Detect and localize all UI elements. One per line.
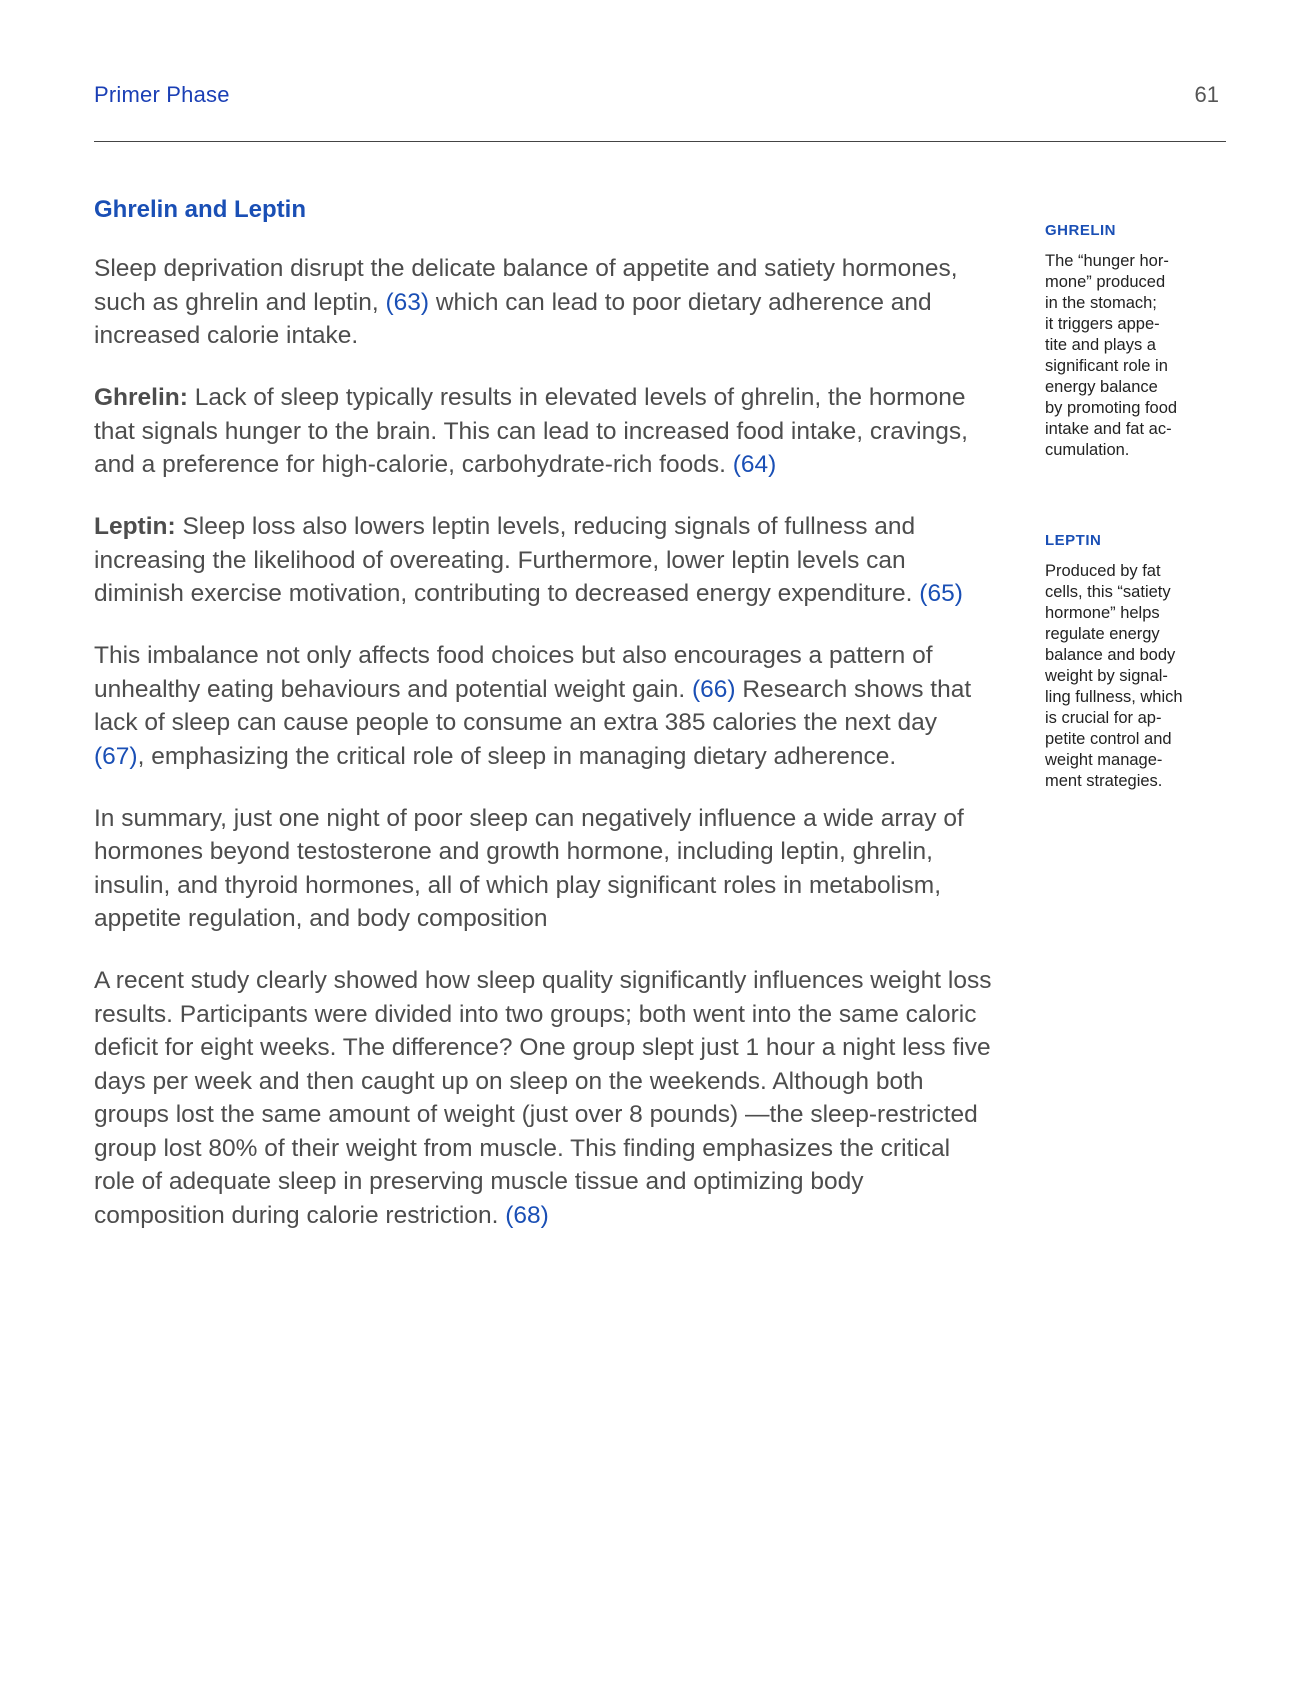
sidebar-line: mone” produced — [1045, 273, 1166, 291]
paragraph-text: Research shows that lack of sleep can cause people to consume an extra 385 calories the next day — [94, 675, 972, 736]
paragraph-imbalance — [94, 639, 994, 773]
citation-ref: (65) — [919, 580, 963, 607]
sidebar-note-ghrelin — [1045, 222, 1215, 461]
paragraph-intro — [94, 252, 994, 353]
paragraph-label: Ghrelin: — [94, 384, 188, 411]
sidebar-line: by promoting food — [1045, 399, 1178, 417]
sidebar-line: Produced by fat — [1045, 562, 1161, 580]
sidebar-line: weight by signal- — [1045, 667, 1168, 685]
sidebar-text — [1045, 561, 1215, 792]
sidebar-line: tite and plays a — [1045, 336, 1156, 354]
sidebar-heading: LEPTIN — [1045, 532, 1102, 549]
paragraph-text: A recent study clearly showed how sleep quality significantly influences weight loss results. Participants were divided into two groups; both went into the same caloric deficit for eight weeks. The difference? One group slept just 1 hour a night less five days per week and then caught up on sleep on the weekends. Although both groups lost the same amount of weight (just over 8 pounds) —the sleep-restricted group lost 80% of their weight from muscle. This finding emphasizes the critical role of adequate sleep in preserving muscle tissue and optimizing body composition during calorie restriction. — [94, 967, 992, 1229]
sidebar-line: regulate energy — [1045, 625, 1160, 643]
sidebar-line: intake and fat ac- — [1045, 420, 1172, 438]
citation-ref: (67) — [94, 742, 138, 770]
section-title: Ghrelin and Leptin — [94, 196, 307, 223]
citation-ref: (63) — [385, 288, 430, 316]
sidebar-line: is crucial for ap- — [1045, 709, 1162, 727]
sidebar-line: in the stomach; — [1045, 294, 1157, 312]
sidebar-heading: GHRELIN — [1045, 222, 1116, 239]
sidebar-line: cells, this “satiety — [1045, 583, 1171, 601]
running-header-title: Primer Phase — [94, 82, 230, 107]
citation-ref: (64) — [732, 451, 777, 478]
paragraph-text: , emphasizing the critical role of sleep in managing dietary adherence. — [137, 742, 897, 770]
citation-ref: (68) — [505, 1201, 549, 1229]
paragraph-text: which can lead to poor dietary adherence and increased calorie intake. — [94, 288, 932, 349]
sidebar-line: cumulation. — [1045, 441, 1130, 459]
paragraph-text: In summary, just one night of poor sleep can negatively influence a wide array of hormones beyond testosterone and growth hormone, including leptin, ghrelin, insulin, and thyroid hormones, all of which play significant roles in metabolism, appetite regulation, and body composition — [94, 804, 964, 932]
paragraph-summary — [94, 802, 994, 936]
paragraph-ghrelin — [94, 381, 994, 482]
paragraph-leptin — [94, 510, 994, 611]
sidebar-line: it triggers appe- — [1045, 315, 1160, 333]
header-divider — [94, 141, 1226, 142]
paragraph-label: Leptin: — [94, 513, 176, 540]
sidebar-line: petite control and — [1045, 730, 1172, 748]
sidebar-text — [1045, 251, 1215, 461]
sidebar-note-leptin — [1045, 532, 1215, 792]
citation-ref: (66) — [691, 675, 736, 703]
paragraph-text: Sleep deprivation disrupt the delicate balance of appetite and satiety hormones, such as ghrelin and leptin, — [94, 255, 958, 316]
page-number: 61 — [1194, 82, 1219, 107]
sidebar-line: energy balance — [1045, 378, 1158, 396]
sidebar-line: The “hunger hor- — [1045, 252, 1169, 270]
main-column — [94, 196, 994, 1261]
sidebar-line: hormone” helps — [1045, 604, 1160, 622]
paragraph-text: Lack of sleep typically results in elevated levels of ghrelin, the hormone that signals hunger to the brain. This can lead to increased food intake, cravings, and a preference for high-calorie, carbohydrate-rich foods. — [94, 384, 968, 478]
paragraph-text: Sleep loss also lowers leptin levels, reducing signals of fullness and increasing the likelihood of overeating. Furthermore, lower leptin levels can diminish exercise motivation, contributing to decreased energy expenditure. — [94, 513, 920, 607]
paragraph-text: This imbalance not only affects food choices but also encourages a pattern of unhealthy eating behaviours and potential weight gain. — [94, 642, 933, 703]
paragraph-study — [94, 964, 994, 1232]
sidebar-line: ling fullness, which — [1045, 688, 1183, 706]
sidebar-line: weight manage- — [1045, 751, 1163, 769]
sidebar-line: ment strategies. — [1045, 772, 1163, 790]
sidebar-line: balance and body — [1045, 646, 1176, 664]
sidebar-line: significant role in — [1045, 357, 1168, 375]
